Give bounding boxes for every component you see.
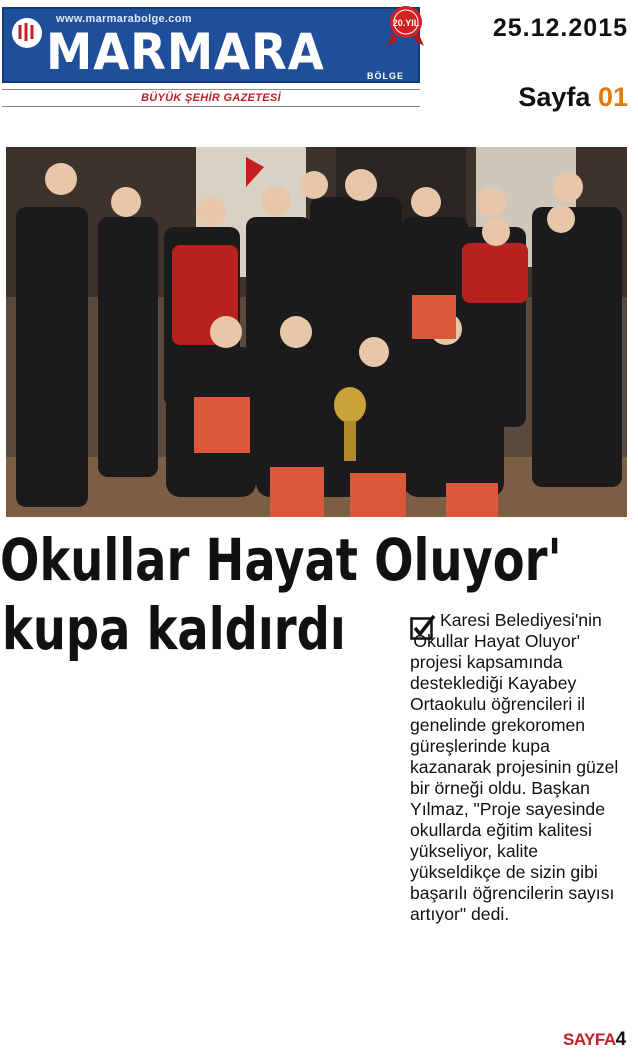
divider <box>2 106 420 107</box>
badge-text: 20.YIL <box>392 18 420 28</box>
tagline: BÜYÜK ŞEHİR GAZETESİ <box>141 92 281 104</box>
article-body <box>410 610 632 925</box>
logo-mark-icon <box>8 13 46 63</box>
logo-sub: BÖLGE <box>366 71 404 81</box>
site-url: www.marmarabolge.com <box>56 13 192 25</box>
page-label-number: 01 <box>597 82 628 112</box>
page-label-text: Sayfa <box>518 82 591 112</box>
article-headline-line1: Okullar Hayat Oluyor' <box>0 526 562 594</box>
article-body-text: Karesi Belediyesi'nin 'Okullar Hayat Oluyor' projesi kapsamında desteklediği Kayabey Ortaokulu öğrencileri il genelinde grekoromen güreşlerinde kupa kazanarak projesinin güzel bir örneği oldu. Başkan Yılmaz, "Proje sayesinde okullarda eğitim kalitesi yükseliyor, kalite yükseldikçe de sizin gibi başarılı öğrencilerin sayısı artıyor" dedi. <box>410 610 619 924</box>
continued-label: SAYFA <box>563 1030 616 1049</box>
issue-date: 25.12.2015 <box>492 14 628 42</box>
group-photo[interactable] <box>6 147 627 517</box>
continued-page-ref[interactable] <box>563 1029 626 1051</box>
continued-number: 4 <box>615 1029 626 1050</box>
newspaper-logo[interactable] <box>2 7 420 83</box>
page-number <box>518 82 628 113</box>
logo-name: MARMARA <box>46 23 325 81</box>
anniversary-badge-icon <box>384 2 428 46</box>
article-headline-line2: kupa kaldırdı <box>2 595 346 663</box>
masthead <box>0 0 430 112</box>
